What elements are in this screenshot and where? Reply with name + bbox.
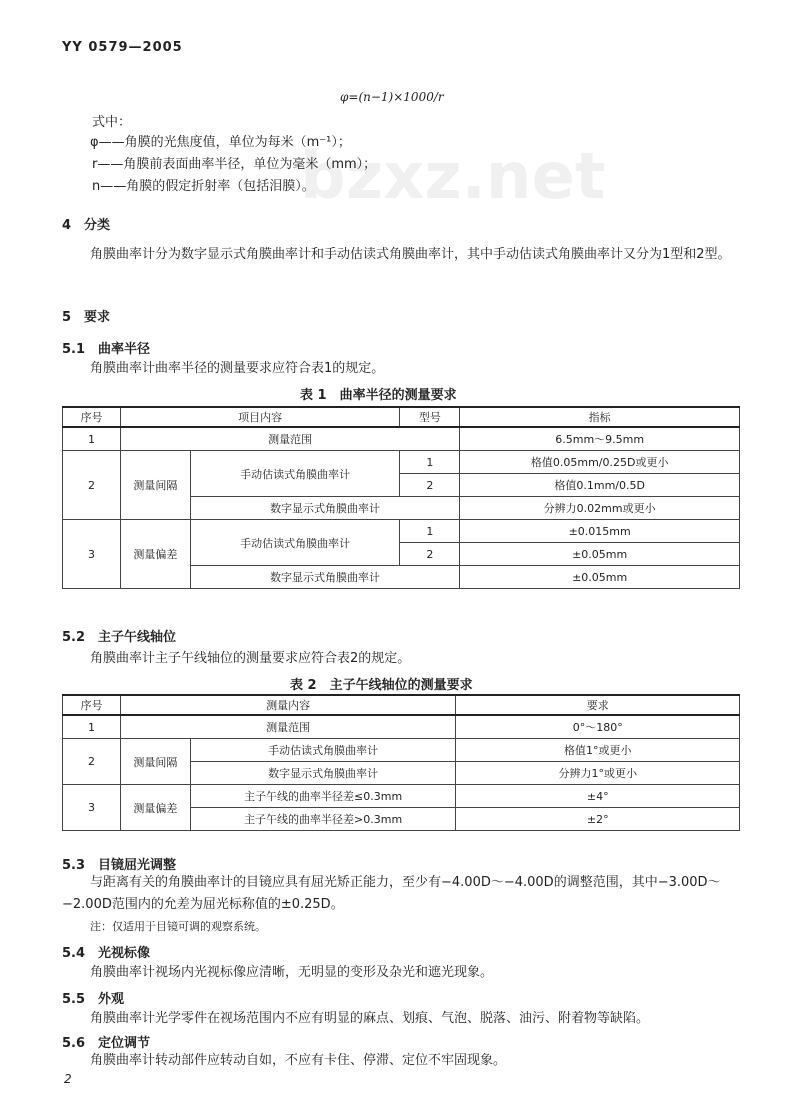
section-5-3-paragraph: 与距离有关的角膜曲率计的目镜应具有屈光矫正能力，至少有−4.00D～−4.00D的调整范围，其中−3.00D～−2.00D范围内的允差为屈光标称值的±0.25D。 bbox=[62, 875, 721, 912]
t1-r2-digital: 数字显示式角膜曲率计 bbox=[190, 497, 460, 520]
t1-r3-type1: 1 bbox=[400, 520, 460, 543]
t1-r2-manual: 手动估读式角膜曲率计 bbox=[190, 451, 400, 497]
t2-r2-item: 测量间隔 bbox=[120, 739, 190, 785]
t2-r2-value2: 分辨力1°或更小 bbox=[456, 762, 740, 785]
legend-symbol: φ bbox=[90, 135, 99, 150]
section-5-3-title: 5.3 目镜屈光调整 bbox=[62, 858, 177, 873]
t1-r3-value2: ±0.05mm bbox=[460, 543, 740, 566]
document-header: YY 0579—2005 bbox=[62, 40, 183, 55]
section-4-paragraph: 角膜曲率计分为数字显示式角膜曲率计和手动估读式角膜曲率计，其中手动估读式角膜曲率计又分为1型和2型。 bbox=[90, 247, 731, 262]
legend-title: 式中： bbox=[92, 115, 132, 130]
t2-r2-digital: 数字显示式角膜曲率计 bbox=[190, 762, 456, 785]
t2-r3-value2: ±2° bbox=[456, 808, 740, 831]
t1-r3-manual: 手动估读式角膜曲率计 bbox=[190, 520, 400, 566]
section-5-2-paragraph: 角膜曲率计主子午线轴位的测量要求应符合表2的规定。 bbox=[90, 651, 411, 666]
t2-r2-manual: 手动估读式角膜曲率计 bbox=[190, 739, 456, 762]
t2-r2-value1: 格值1°或更小 bbox=[456, 739, 740, 762]
t1-r2-item: 测量间隔 bbox=[120, 451, 190, 520]
t2-r2-no: 2 bbox=[63, 739, 121, 785]
t1-r2-value1: 格值0.05mm/0.25D或更小 bbox=[460, 451, 740, 474]
section-5-6-title: 5.6 定位调节 bbox=[62, 1036, 151, 1051]
t1-r1-no: 1 bbox=[63, 427, 121, 451]
page-number: 2 bbox=[64, 1072, 72, 1086]
section-5-1-paragraph: 角膜曲率计曲率半径的测量要求应符合表1的规定。 bbox=[90, 361, 385, 376]
legend-item-n bbox=[92, 178, 315, 195]
t1-header-no: 序号 bbox=[63, 407, 121, 427]
section-5-6-paragraph: 角膜曲率计转动部件应转动自如，不应有卡住、停滞、定位不牢固现象。 bbox=[90, 1053, 507, 1068]
t2-r1-no: 1 bbox=[63, 715, 121, 739]
t1-header-value: 指标 bbox=[460, 407, 740, 427]
t2-header-no: 序号 bbox=[63, 695, 121, 715]
t1-r2-type2: 2 bbox=[400, 474, 460, 497]
t1-header-type: 型号 bbox=[400, 407, 460, 427]
table-2 bbox=[62, 694, 740, 831]
section-5-title: 5 要求 bbox=[62, 310, 111, 325]
section-5-4-title: 5.4 光视标像 bbox=[62, 946, 151, 961]
legend-text: ——角膜的假定折射率（包括泪膜）。 bbox=[100, 179, 315, 194]
t2-header-item: 测量内容 bbox=[120, 695, 456, 715]
section-4-title: 4 分类 bbox=[62, 218, 111, 233]
t2-r3-no: 3 bbox=[63, 785, 121, 831]
table-2-caption: 表 2 主子午线轴位的测量要求 bbox=[290, 678, 473, 693]
t1-r3-type2: 2 bbox=[400, 543, 460, 566]
section-5-5-title: 5.5 外观 bbox=[62, 992, 125, 1007]
t1-r3-no: 3 bbox=[63, 520, 121, 589]
t1-r1-value: 6.5mm～9.5mm bbox=[460, 427, 740, 451]
t1-r2-value2: 格值0.1mm/0.5D bbox=[460, 474, 740, 497]
t1-r3-value1: ±0.015mm bbox=[460, 520, 740, 543]
table-1 bbox=[62, 406, 740, 589]
section-5-4-paragraph: 角膜曲率计视场内光视标像应清晰，无明显的变形及杂光和遮光现象。 bbox=[90, 965, 494, 980]
section-5-1-title: 5.1 曲率半径 bbox=[62, 342, 151, 357]
section-5-3-note: 注：仅适用于目镜可调的观察系统。 bbox=[90, 920, 266, 933]
legend-item-phi bbox=[90, 134, 351, 151]
t1-r2-value3: 分辨力0.02mm或更小 bbox=[460, 497, 740, 520]
legend-symbol: n bbox=[92, 179, 101, 194]
legend-text: ——角膜前表面曲率半径，单位为毫米（mm）； bbox=[97, 157, 377, 172]
t1-r3-item: 测量偏差 bbox=[120, 520, 190, 589]
t1-r3-digital: 数字显示式角膜曲率计 bbox=[190, 566, 460, 589]
t2-r1-item: 测量范围 bbox=[120, 715, 456, 739]
legend-item-r bbox=[92, 156, 376, 173]
legend-symbol: r bbox=[92, 157, 98, 172]
watermark: bzxz.net bbox=[300, 140, 606, 214]
t2-r3-item: 测量偏差 bbox=[120, 785, 190, 831]
table-1-caption: 表 1 曲率半径的测量要求 bbox=[300, 388, 457, 403]
t2-header-value: 要求 bbox=[456, 695, 740, 715]
t1-r3-value3: ±0.05mm bbox=[460, 566, 740, 589]
section-5-2-title: 5.2 主子午线轴位 bbox=[62, 630, 177, 645]
formula: φ=(n−1)×1000/r bbox=[340, 90, 444, 104]
t1-r2-type1: 1 bbox=[400, 451, 460, 474]
t2-r3-value1: ±4° bbox=[456, 785, 740, 808]
section-5-5-paragraph: 角膜曲率计光学零件在视场范围内不应有明显的麻点、划痕、气泡、脱落、油污、附着物等缺陷。 bbox=[90, 1011, 650, 1026]
t1-header-item: 项目内容 bbox=[120, 407, 400, 427]
t1-r1-item: 测量范围 bbox=[120, 427, 459, 451]
legend-text: ——角膜的光焦度值，单位为每米（m⁻¹）； bbox=[98, 135, 351, 150]
t1-r2-no: 2 bbox=[63, 451, 121, 520]
t2-r3-b: 主子午线的曲率半径差>0.3mm bbox=[190, 808, 456, 831]
t2-r3-a: 主子午线的曲率半径差≤0.3mm bbox=[190, 785, 456, 808]
t2-r1-value: 0°～180° bbox=[456, 715, 740, 739]
